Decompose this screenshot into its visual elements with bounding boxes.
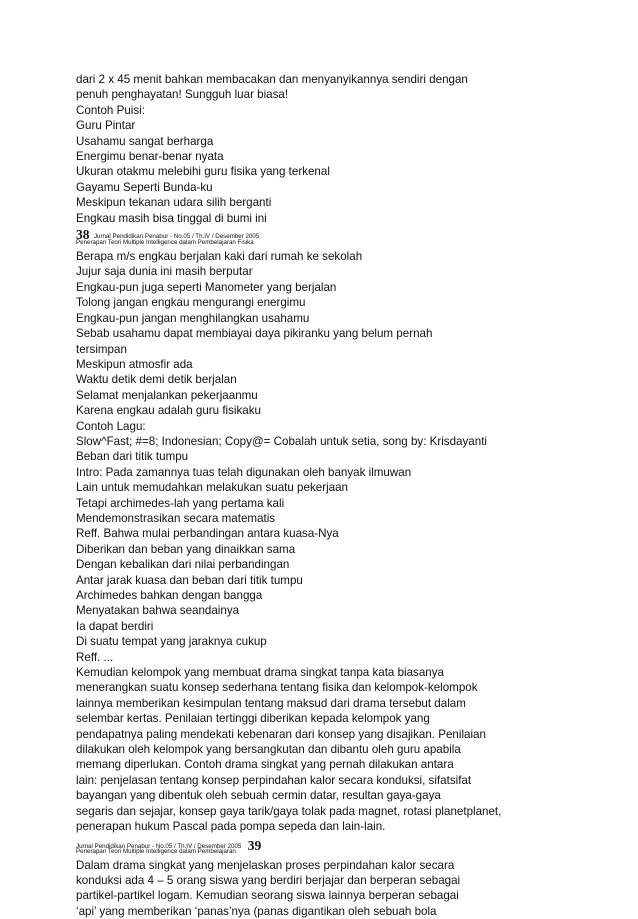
page-header-39 (76, 835, 616, 856)
text-line: Menyatakan bahwa seandainya (76, 603, 616, 618)
text-line: Intro: Pada zamannya tuas telah digunakan oleh banyak ilmuwan (76, 465, 616, 480)
document-page (76, 72, 616, 919)
page-number: 39 (248, 839, 262, 853)
text-line: partikel-partikel logam. Kemudian seorang siswa lainnya berperan sebagai (76, 888, 616, 903)
text-line: Ukuran otakmu melebihi guru fisika yang terkenal (76, 164, 616, 179)
journal-info: Jurnal Pendidikan Penabur - No.05 / Th.IV / Desember 2005 (76, 844, 241, 850)
page-header-38 (76, 226, 616, 247)
text-line: Gayamu Seperti Bunda-ku (76, 180, 616, 195)
text-line: Ia dapat berdiri (76, 619, 616, 634)
text-line: Meskipun tekanan udara silih berganti (76, 195, 616, 210)
text-line: lainnya memberikan kesimpulan tentang maksud dari drama tersebut dalam (76, 696, 616, 711)
running-title: Penerapan Teori Multiple Intelligence dalam Pembelajaran Fisika (76, 239, 616, 247)
text-line: Berapa m/s engkau berjalan kaki dari rumah ke sekolah (76, 249, 616, 264)
text-line: segaris dan sejajar, konsep gaya tarik/gaya tolak pada magnet, rotasi planetplanet, (76, 804, 616, 819)
text-line: Tetapi archimedes-lah yang pertama kali (76, 496, 616, 511)
text-line: Engkau-pun juga seperti Manometer yang berjalan (76, 280, 616, 295)
text-block-2 (76, 249, 616, 834)
text-line: Jujur saja dunia ini masih berputar (76, 264, 616, 279)
text-line: Engkau masih bisa tinggal di bumi ini (76, 211, 616, 226)
text-line: Contoh Puisi: (76, 103, 616, 118)
text-line: Usahamu sangat berharga (76, 134, 616, 149)
text-line: penuh penghayatan! Sungguh luar biasa! (76, 87, 616, 102)
running-title: Penerapan Teori Multiple Intelligence dalam Pembelajaran (76, 848, 616, 856)
text-line: dilakukan oleh kelompok yang bersangkutan dan dibantu oleh guru apabila (76, 742, 616, 757)
text-line: ‘api’ yang memberikan ‘panas’nya (panas digantikan oleh sebuah bola (76, 904, 616, 919)
text-line: Tolong jangan engkau mengurangi energimu (76, 295, 616, 310)
text-line: Waktu detik demi detik berjalan (76, 372, 616, 387)
text-line: Engkau-pun jangan menghilangkan usahamu (76, 311, 616, 326)
text-line: Di suatu tempat yang jaraknya cukup (76, 634, 616, 649)
text-line: Contoh Lagu: (76, 419, 616, 434)
text-line: bayangan yang dibentuk oleh sebuah cermin datar, resultan gaya-gaya (76, 788, 616, 803)
journal-info: Jurnal Pendidikan Penabur - No.05 / Th.IV / Desember 2005 (94, 234, 259, 240)
text-line: pendapatnya paling mendekati kebenaran dari konsep yang disajikan. Penilaian (76, 727, 616, 742)
text-line: Diberikan dan beban yang dinaikkan sama (76, 542, 616, 557)
text-line: Archimedes bahkan dengan bangga (76, 588, 616, 603)
text-line: Antar jarak kuasa dan beban dari titik tumpu (76, 573, 616, 588)
text-line: Sebab usahamu dapat membiayai daya pikiranku yang belum pernah (76, 326, 616, 341)
text-block-1 (76, 72, 616, 226)
text-block-3 (76, 858, 616, 919)
text-line: memang diperlukan. Contoh drama singkat yang pernah dilakukan antara (76, 757, 616, 772)
page-number: 38 (76, 228, 90, 242)
song-title: Beban dari titik tumpu (76, 449, 616, 464)
text-line: dari 2 x 45 menit bahkan membacakan dan menyanyikannya sendiri dengan (76, 72, 616, 87)
text-line: konduksi ada 4 – 5 orang siswa yang berdiri berjajar dan berperan sebagai (76, 873, 616, 888)
text-line: Selamat menjalankan pekerjaanmu (76, 388, 616, 403)
text-line: Dalam drama singkat yang menjelaskan proses perpindahan kalor secara (76, 858, 616, 873)
text-line: Reff. ... (76, 650, 616, 665)
text-line: Meskipun atmosfir ada (76, 357, 616, 372)
text-line: penerapan hukum Pascal pada pompa sepeda dan lain-lain. (76, 819, 616, 834)
text-line: Reff. Bahwa mulai perbandingan antara kuasa-Nya (76, 526, 616, 541)
text-line: Lain untuk memudahkan melakukan suatu pekerjaan (76, 480, 616, 495)
text-line: tersimpan (76, 342, 616, 357)
text-line: Dengan kebalikan dari nilai perbandingan (76, 557, 616, 572)
poem-title: Guru Pintar (76, 118, 616, 133)
text-line: Slow^Fast; #=8; Indonesian; Copy@= Cobalah untuk setia, song by: Krisdayanti (76, 434, 616, 449)
text-line: Karena engkau adalah guru fisikaku (76, 403, 616, 418)
text-line: menerangkan suatu konsep sederhana tentang fisika dan kelompok-kelompok (76, 680, 616, 695)
text-line: lain: penjelasan tentang konsep perpindahan kalor secara konduksi, sifatsifat (76, 773, 616, 788)
text-line: selembar kertas. Penilaian tertinggi diberikan kepada kelompok yang (76, 711, 616, 726)
text-line: Mendemonstrasikan secara matematis (76, 511, 616, 526)
text-line: Energimu benar-benar nyata (76, 149, 616, 164)
text-line: Kemudian kelompok yang membuat drama singkat tanpa kata biasanya (76, 665, 616, 680)
